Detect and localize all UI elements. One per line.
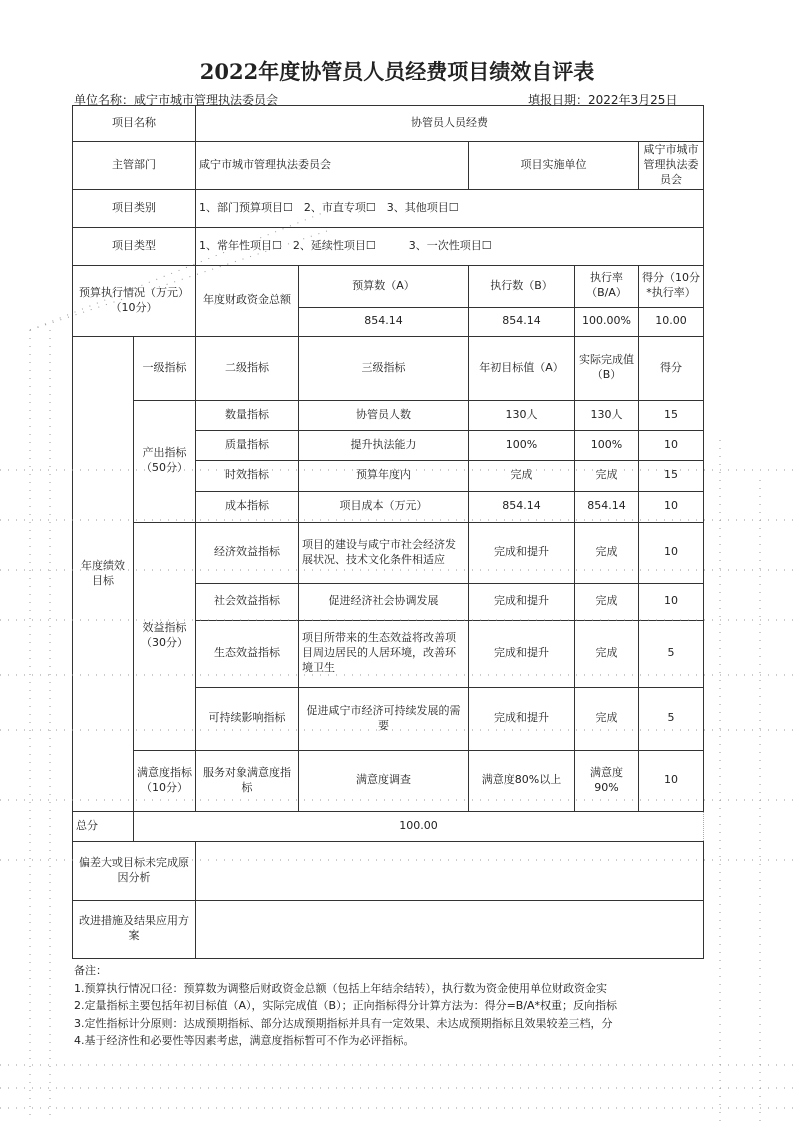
indicator-target: 854.14 xyxy=(469,491,575,522)
impl-unit-value: 咸宁市城市管理执法委员会 xyxy=(639,142,704,190)
indicator-header: 得分 xyxy=(639,336,704,400)
budget-label: 预算执行情况（万元）（10分） xyxy=(73,265,196,336)
category-options: 1、部门预算项目☐ 2、市直专项☐ 3、其他项目☐ xyxy=(196,189,704,227)
indicator-l2: 经济效益指标 xyxy=(196,522,299,583)
budget-amount: 854.14 xyxy=(299,307,469,336)
effect-indicators-group: 效益指标（30分） xyxy=(134,522,196,750)
indicator-l2: 可持续影响指标 xyxy=(196,687,299,750)
indicator-target: 完成和提升 xyxy=(469,522,575,583)
indicator-l3: 项目所带来的生态效益将改善项目周边居民的人居环境，改善环境卫生 xyxy=(299,620,469,687)
indicator-target: 100% xyxy=(469,430,575,460)
indicator-l3: 促进经济社会协调发展 xyxy=(299,583,469,620)
type-label: 项目类型 xyxy=(73,227,196,265)
indicator-l3: 满意度调查 xyxy=(299,750,469,811)
notes-heading: 备注： xyxy=(74,964,107,977)
note-line: 2.定量指标主要包括年初目标值（A），实际完成值（B）；正向指标得分计算方法为：得分=B/A*权重；反向指标 xyxy=(74,999,618,1012)
satisfaction-indicators-group: 满意度指标（10分） xyxy=(134,750,196,811)
indicator-score: 10 xyxy=(639,491,704,522)
indicator-score: 10 xyxy=(639,750,704,811)
indicator-score: 15 xyxy=(639,460,704,491)
indicator-actual: 完成 xyxy=(575,460,639,491)
category-label: 项目类别 xyxy=(73,189,196,227)
indicator-l2: 时效指标 xyxy=(196,460,299,491)
goals-label: 年度绩效目标 xyxy=(73,336,134,811)
improve-label: 改进措施及结果应用方案 xyxy=(73,900,196,958)
budget-header: 得分（10分*执行率） xyxy=(639,265,704,307)
indicator-l3: 项目的建设与咸宁市社会经济发展状况、技术文化条件相适应 xyxy=(299,522,469,583)
type-options: 1、常年性项目☐ 2、延续性项目☐ 3、一次性项目☐ xyxy=(196,227,704,265)
indicator-actual: 完成 xyxy=(575,522,639,583)
dept-value: 咸宁市城市管理执法委员会 xyxy=(196,142,469,190)
evaluation-table xyxy=(72,105,704,959)
indicator-target: 完成和提升 xyxy=(469,583,575,620)
indicator-actual: 完成 xyxy=(575,620,639,687)
unit-name: 单位名称：咸宁市城市管理执法委员会 xyxy=(74,93,279,107)
project-name-value: 协管员人员经费 xyxy=(196,106,704,142)
output-indicators-group: 产出指标（50分） xyxy=(134,400,196,522)
budget-header: 执行数（B） xyxy=(469,265,575,307)
budget-header: 预算数（A） xyxy=(299,265,469,307)
indicator-score: 10 xyxy=(639,430,704,460)
total-label: 总分 xyxy=(73,811,134,841)
indicator-actual: 100% xyxy=(575,430,639,460)
indicator-l2: 质量指标 xyxy=(196,430,299,460)
indicator-header: 实际完成值（B） xyxy=(575,336,639,400)
budget-score: 10.00 xyxy=(639,307,704,336)
indicator-l3: 协管员人数 xyxy=(299,400,469,430)
improve-value xyxy=(196,900,704,958)
execution-rate: 100.00% xyxy=(575,307,639,336)
deviation-label: 偏差大或目标未完成原因分析 xyxy=(73,841,196,900)
indicator-actual: 130人 xyxy=(575,400,639,430)
indicator-l3: 项目成本（万元） xyxy=(299,491,469,522)
total-score: 100.00 xyxy=(134,811,704,841)
indicator-l2: 数量指标 xyxy=(196,400,299,430)
note-line: 1.预算执行情况口径：预算数为调整后财政资金总额（包括上年结余结转），执行数为资金使用单位财政资金实 xyxy=(74,981,607,995)
indicator-score: 15 xyxy=(639,400,704,430)
dept-label: 主管部门 xyxy=(73,142,196,190)
indicator-target: 满意度80%以上 xyxy=(469,750,575,811)
budget-header: 执行率（B/A） xyxy=(575,265,639,307)
indicator-l2: 生态效益指标 xyxy=(196,620,299,687)
form-title: 2022年度协管员人员经费项目绩效自评表 xyxy=(199,59,595,84)
note-line: 3.定性指标计分原则：达成预期指标、部分达成预期指标并具有一定效果、未达成预期指标且效果较差三档，分 xyxy=(74,1016,613,1030)
indicator-score: 5 xyxy=(639,620,704,687)
indicator-l3: 提升执法能力 xyxy=(299,430,469,460)
impl-unit-label: 项目实施单位 xyxy=(469,142,639,190)
executed-amount: 854.14 xyxy=(469,307,575,336)
note-line: 4.基于经济性和必要性等因素考虑，满意度指标暂可不作为必评指标。 xyxy=(74,1034,415,1047)
notes xyxy=(74,962,704,1050)
indicator-score: 5 xyxy=(639,687,704,750)
indicator-header: 一级指标 xyxy=(134,336,196,400)
indicator-header: 三级指标 xyxy=(299,336,469,400)
indicator-actual: 完成 xyxy=(575,687,639,750)
indicator-score: 10 xyxy=(639,522,704,583)
fill-date: 填报日期：2022年3月25日 xyxy=(528,93,678,107)
indicator-header: 二级指标 xyxy=(196,336,299,400)
indicator-l3: 促进咸宁市经济可持续发展的需要 xyxy=(299,687,469,750)
indicator-l3: 预算年度内 xyxy=(299,460,469,491)
indicator-target: 130人 xyxy=(469,400,575,430)
indicator-header: 年初目标值（A） xyxy=(469,336,575,400)
indicator-actual: 完成 xyxy=(575,583,639,620)
indicator-l2: 成本指标 xyxy=(196,491,299,522)
indicator-target: 完成和提升 xyxy=(469,687,575,750)
annual-funds-label: 年度财政资金总额 xyxy=(196,265,299,336)
indicator-l2: 服务对象满意度指标 xyxy=(196,750,299,811)
deviation-value xyxy=(196,841,704,900)
indicator-actual: 满意度90% xyxy=(575,750,639,811)
indicator-target: 完成 xyxy=(469,460,575,491)
indicator-target: 完成和提升 xyxy=(469,620,575,687)
project-name-label: 项目名称 xyxy=(73,106,196,142)
indicator-score: 10 xyxy=(639,583,704,620)
indicator-actual: 854.14 xyxy=(575,491,639,522)
indicator-l2: 社会效益指标 xyxy=(196,583,299,620)
